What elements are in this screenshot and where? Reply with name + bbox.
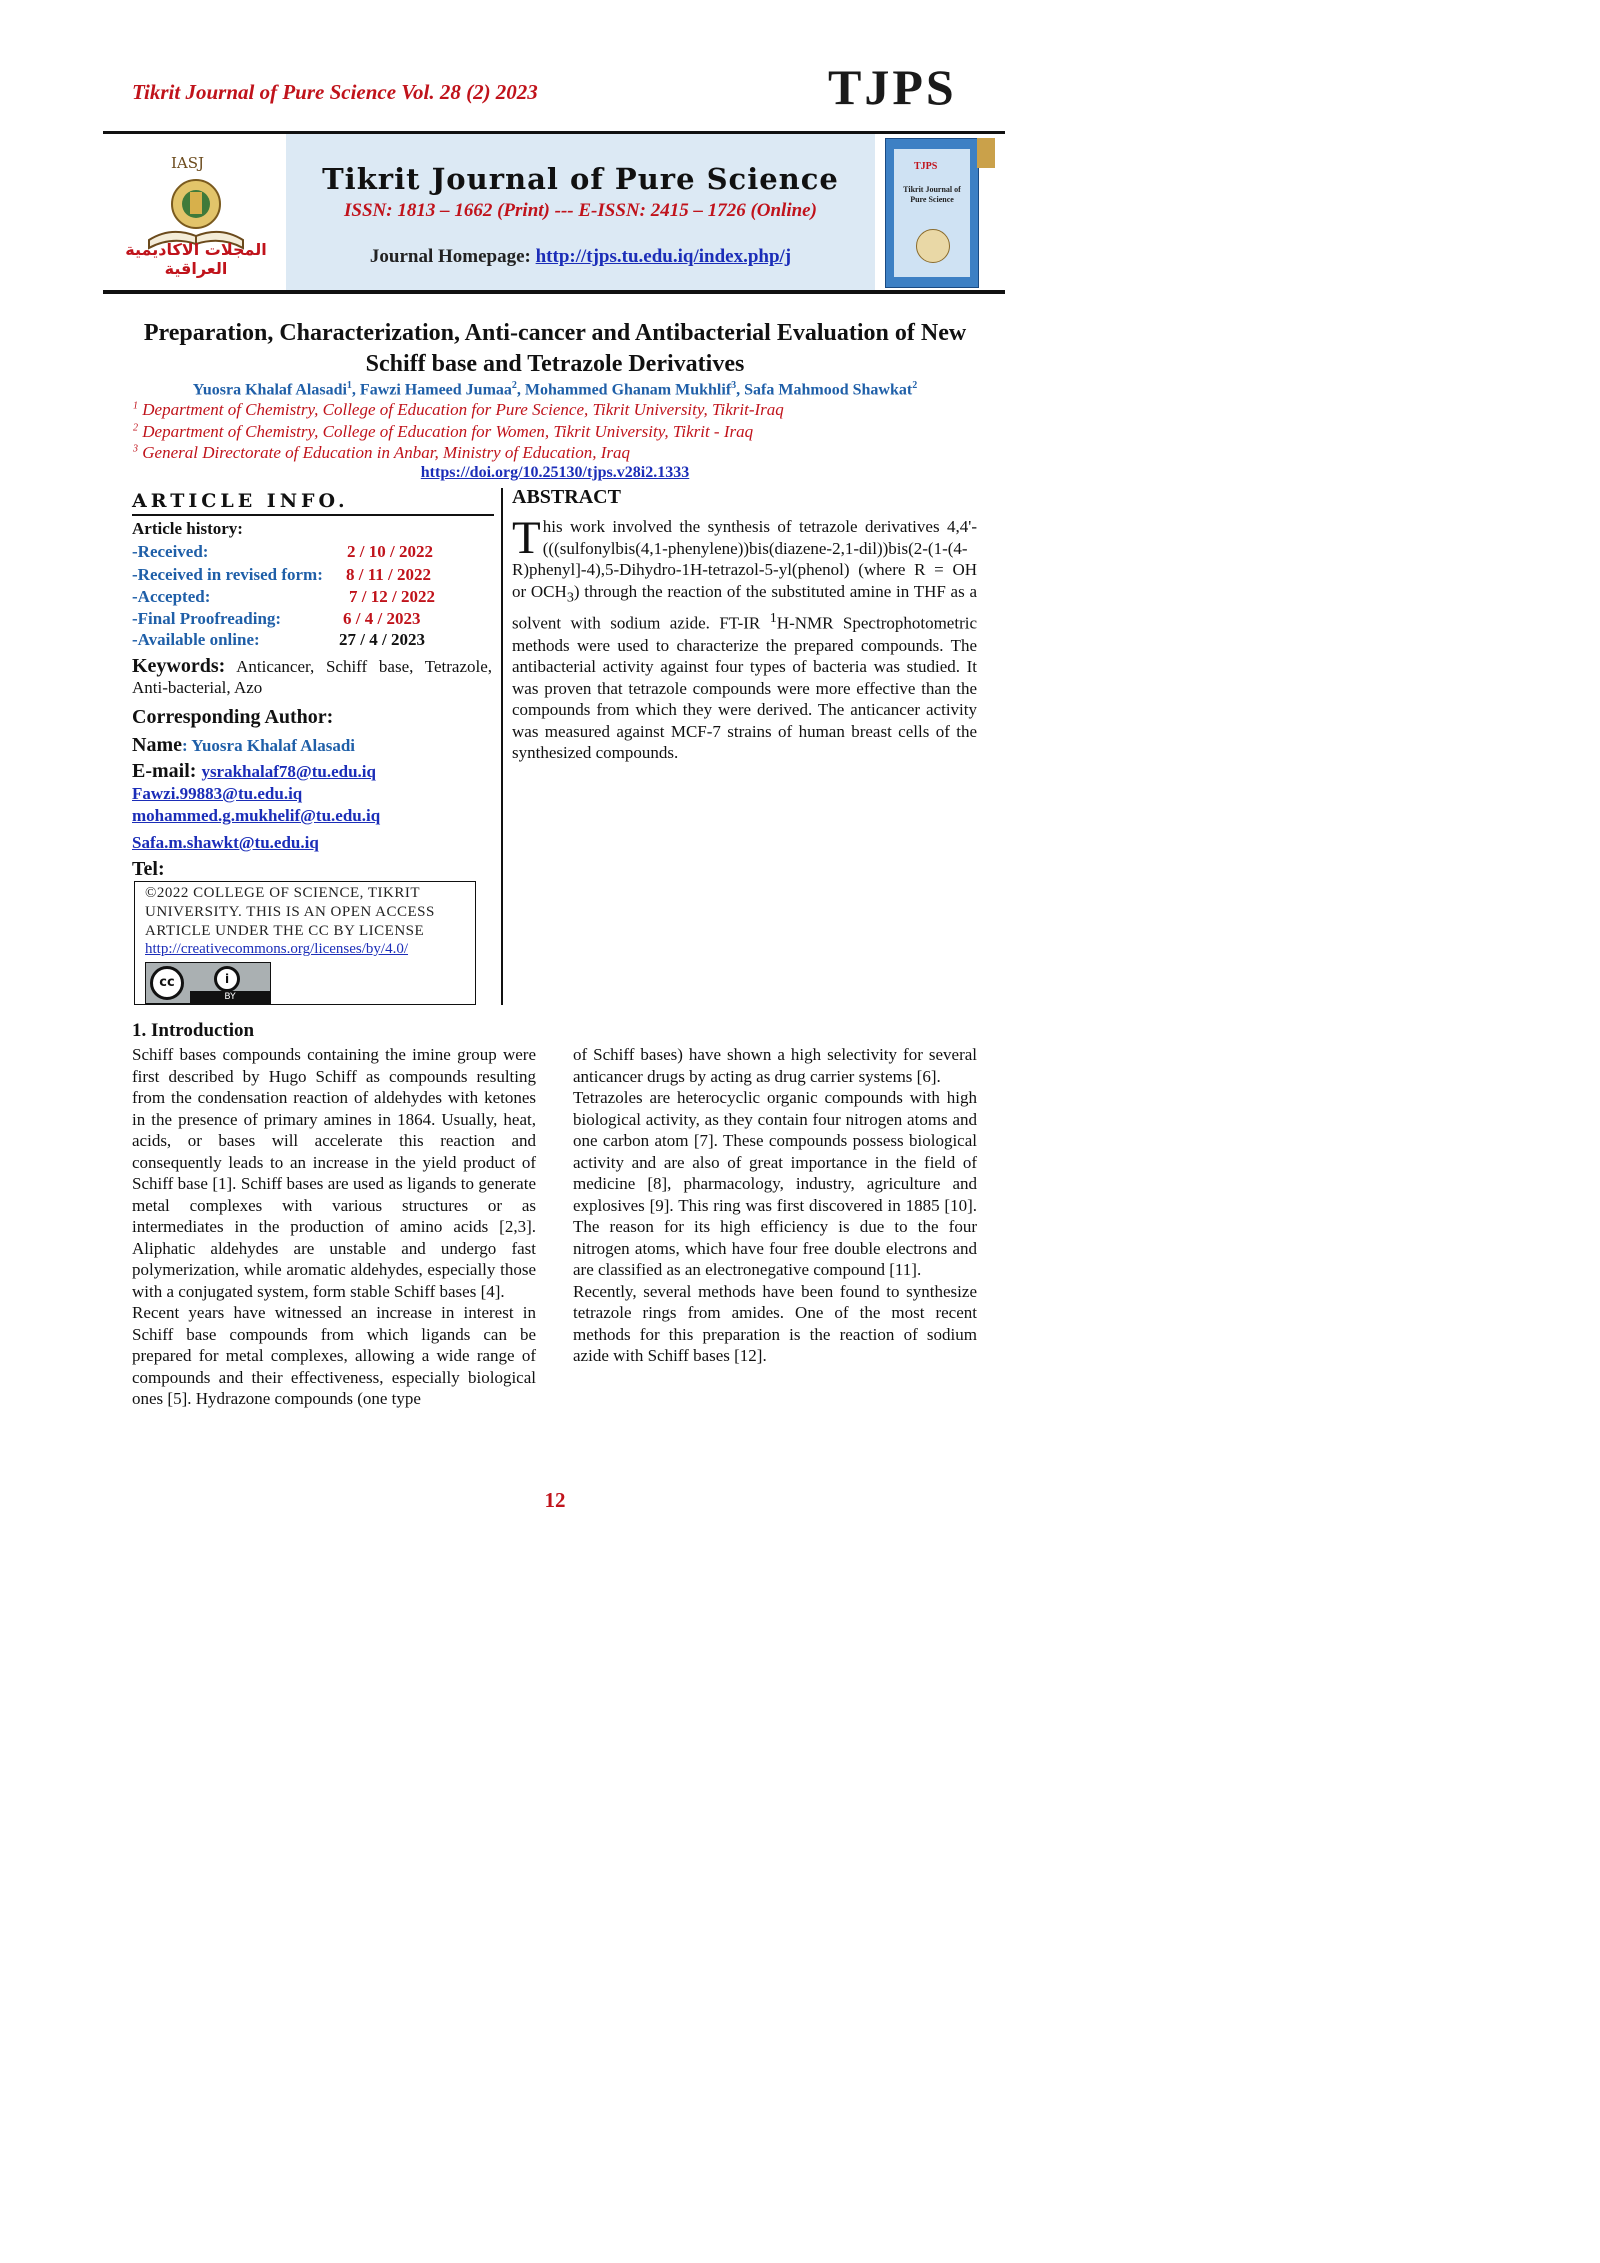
paragraph: Tetrazoles are heterocyclic organic compounds with high biological activity, as they contain four nitrogen atoms and one carbon atom [7]. These compounds possess biological activity and are also of great importance in the field of medicine [8], pharmacology, industry, agriculture and explosives [9]. This ring was first discovered in 1885 [10]. The reason for its high efficiency is due to the four nitrogen atoms, which have four free double electrons and are classified as an electronegative compound [11]. xyxy=(573,1088,977,1279)
history-accepted-label: -Accepted: xyxy=(132,587,211,606)
affiliation-mark: 3 xyxy=(133,443,138,455)
header-rule-bottom xyxy=(103,290,1005,294)
corresponding-author-name: : Yuosra Khalaf Alasadi xyxy=(181,736,356,755)
introduction-heading: 1. Introduction xyxy=(132,1020,255,1041)
author-name: Yuosra Khalaf Alasadi xyxy=(192,381,347,399)
affiliation-1 xyxy=(133,400,784,420)
history-online-label: -Available online: xyxy=(132,630,260,649)
keywords-label: Keywords: xyxy=(132,655,226,677)
corresponding-author-label: Corresponding Author: xyxy=(132,706,334,728)
history-revised-label: -Received in revised form: xyxy=(132,565,323,584)
iasj-arabic-name: المجلات الاكاديمية العراقية xyxy=(125,240,267,278)
author-name: Fawzi Hameed Jumaa xyxy=(359,381,512,399)
history-proofreading-label: -Final Proofreading: xyxy=(132,609,282,628)
introduction-right-column xyxy=(573,1044,977,1367)
iasj-label: IASJ xyxy=(171,154,205,172)
email-4 xyxy=(132,833,319,853)
email-3 xyxy=(132,806,380,826)
email-link[interactable]: Fawzi.99883@tu.edu.iq xyxy=(132,784,303,803)
paragraph: of Schiff bases) have shown a high selectivity for several anticancer drugs by acting as drug carrier systems [6]. xyxy=(573,1045,977,1086)
author-name-line xyxy=(132,734,355,757)
history-online-value: 27 / 4 / 2023 xyxy=(339,630,425,649)
history-received-value: 2 / 10 / 2022 xyxy=(347,542,433,561)
keywords-list: Anticancer, Schiff base, Tetrazole, Anti-bacterial, Azo xyxy=(132,657,493,697)
author-list: Yuosra Khalaf Alasadi$^1$, Fawzi Hameed Jumaa$^2$, Mohammed Ghanam Mukhlif$^3$, Safa Mahmood Shawkat$^2$ xyxy=(192,380,918,399)
cc-icon: cc xyxy=(150,966,184,1000)
author-affiliation-mark: 2 xyxy=(912,380,918,391)
column-divider xyxy=(501,488,503,1005)
affiliation-3 xyxy=(133,443,630,463)
journal-cover-image xyxy=(885,138,979,288)
affiliation-text: Department of Chemistry, College of Education for Women, Tikrit University, Tikrit - Iraq xyxy=(138,422,754,441)
cover-title: Tikrit Journal of Pure Science xyxy=(903,185,961,204)
attribution-icon: i xyxy=(214,966,240,992)
banner-issn: ISSN: 1813 – 1662 (Print) --- E-ISSN: 2415 – 1726 (Online) xyxy=(344,200,817,221)
abstract-superscript: 1 xyxy=(769,610,777,627)
paper-title: Preparation, Characterization, Anti-cancer and Antibacterial Evaluation of New Schiff base and Tetrazole Derivatives xyxy=(143,320,967,377)
cover-crest-icon xyxy=(916,229,950,263)
abstract-part-2: ) through the reaction of the substituted amine in THF as a solvent with sodium azide. FT-IR xyxy=(512,581,978,634)
email-2 xyxy=(132,784,302,804)
journal-citation-header: Tikrit Journal of Pure Science Vol. 28 (2) 2023 xyxy=(132,80,538,104)
doi-link[interactable]: https://doi.org/10.25130/tjps.v28i2.1333 xyxy=(420,464,690,481)
history-proofreading-value: 6 / 4 / 2023 xyxy=(343,609,421,628)
author-name: Safa Mahmood Shawkat xyxy=(744,381,913,399)
abstract-part-1: his work involved the synthesis of tetrazole derivatives 4,4'-(((sulfonylbis(4,1-phenylene))bis(diazene-2,1-dil))bis(2-(1-(4-R)phenyl]-4),5-Dihydro-1H-tetrazol-5-yl(phenol) (where R = OH or OCH xyxy=(512,517,977,601)
paragraph: Recent years have witnessed an increase in interest in Schiff base compounds from which ligands can be prepared for metal complexes, allowing a wide range of compounds and their effectiveness, especially biological ones [5]. Hydrazone compounds (one type xyxy=(132,1303,536,1408)
affiliation-text: General Directorate of Education in Anbar, Ministry of Education, Iraq xyxy=(138,443,631,462)
name-label: Name xyxy=(132,734,182,756)
tjps-logo: TJPS xyxy=(828,59,957,115)
email-link[interactable]: ysrakhalaf78@tu.edu.iq xyxy=(201,762,376,781)
journal-banner xyxy=(103,134,1005,290)
abstract-text xyxy=(512,512,978,764)
paragraph: Schiff bases compounds containing the imine group were first described by Hugo Schiff as compounds resulting from the condensation reaction of aldehydes with ketones in the presence of primary amines in 1864. Usually, heat, acids, or bases will accelerate this reaction and consequently leads to an increase in the yield product of Schiff base [1]. Schiff bases are used as ligands to generate metal complexes with various structures or as intermediates in the production of amino acids [2,3]. Aliphatic aldehydes are unstable and undergo fast polymerization, while aromatic aldehydes, especially those with a conjugated system, form stable Schiff bases [4]. xyxy=(132,1045,536,1301)
history-accepted-value: 7 / 12 / 2022 xyxy=(349,587,435,606)
email-link[interactable]: Safa.m.shawkt@tu.edu.iq xyxy=(132,833,319,852)
banner-journal-title: Tikrit Journal of Pure Science xyxy=(322,162,839,196)
license-text: ©2022 COLLEGE OF SCIENCE, TIKRIT UNIVERSITY. THIS IS AN OPEN ACCESS ARTICLE UNDER THE CC BY LICENSE xyxy=(145,885,435,939)
history-revised-value: 8 / 11 / 2022 xyxy=(346,565,432,584)
cover-inner xyxy=(894,149,970,277)
email-label: E-mail: xyxy=(132,760,202,782)
page-number: 12 xyxy=(544,1488,566,1512)
tel-label: Tel: xyxy=(132,858,165,880)
affiliation-mark: 2 xyxy=(133,422,138,434)
homepage-link[interactable]: http://tjps.tu.edu.iq/index.php/j xyxy=(535,246,792,267)
university-crest-icon xyxy=(977,138,995,168)
journal-cover-panel xyxy=(875,134,1005,290)
keywords xyxy=(132,656,492,698)
author-affiliation-mark: 3 xyxy=(731,380,737,391)
affiliation-text: Department of Chemistry, College of Education for Pure Science, Tikrit University, Tikrit-Iraq xyxy=(138,400,784,419)
author-affiliation-mark: 1 xyxy=(346,380,352,391)
doi-line xyxy=(0,464,1110,482)
abstract-drop-cap: T xyxy=(512,512,541,564)
article-info-heading: ARTICLE INFO. xyxy=(132,490,349,512)
affiliation-2 xyxy=(133,422,753,442)
license-link[interactable]: http://creativecommons.org/licenses/by/4.0/ xyxy=(145,941,409,957)
article-history-label: Article history: xyxy=(132,519,243,538)
paragraph: Recently, several methods have been found to synthesize tetrazole rings from amides. One of the most recent methods for this preparation is the reaction of sodium azide with Schiff bases [12]. xyxy=(573,1281,977,1365)
article-info-rule xyxy=(132,514,494,516)
banner-title-panel xyxy=(286,134,875,290)
license-box xyxy=(134,881,476,1005)
homepage-label: Journal Homepage: xyxy=(369,246,536,267)
history-received-label: -Received: xyxy=(132,542,209,561)
author-affiliation-mark: 2 xyxy=(511,380,517,391)
cover-tjps-label: TJPS xyxy=(914,161,938,172)
abstract-part-3: H-NMR Spectrophotometric methods were used to characterize the prepared compounds. The antibacterial activity against four types of bacteria was studied. It was proven that tetrazole compounds were more effective than the compounds from which they were derived. The anticancer activity was measured against MCF-7 strains of human breast cells of the synthesized compounds. xyxy=(512,614,977,763)
abstract-subscript: 3 xyxy=(566,588,574,605)
iasj-logo-panel xyxy=(103,134,286,290)
by-label: BY xyxy=(190,991,270,1003)
author-name: Mohammed Ghanam Mukhlif xyxy=(524,381,732,399)
email-link[interactable]: mohammed.g.mukhelif@tu.edu.iq xyxy=(132,806,381,825)
email-line xyxy=(132,760,376,783)
abstract-heading: ABSTRACT xyxy=(512,486,621,508)
introduction-left-column xyxy=(132,1044,536,1410)
banner-homepage xyxy=(286,246,875,268)
affiliation-mark: 1 xyxy=(133,400,138,412)
cc-by-badge[interactable] xyxy=(145,962,271,1004)
